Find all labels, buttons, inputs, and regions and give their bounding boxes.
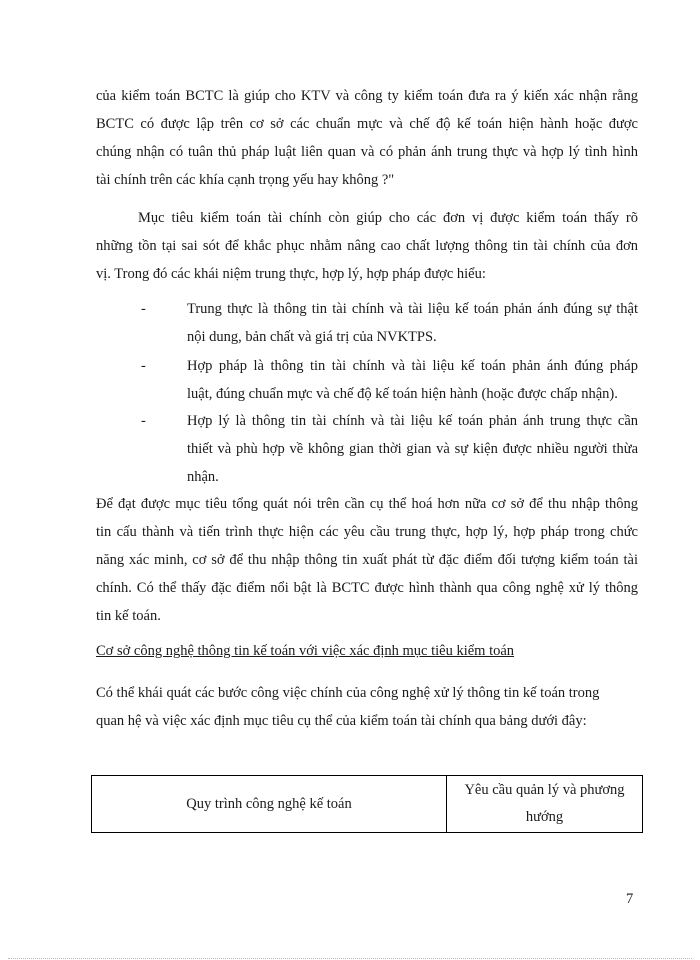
process-table [91,775,643,833]
paragraph-2-line-2: những tồn tại sai sót để khắc phục nhằm nâng cao chất lượng thông tin tài chính của đơn [96,238,638,254]
paragraph-4-line-2: quan hệ và việc xác định mục tiêu cụ thể của kiểm toán tài chính qua bảng dưới đây: [96,713,587,729]
paragraph-1-line-2: BCTC có được lập trên cơ sở các chuẩn mực và chế độ kế toán hiện hành hoặc được [96,116,638,132]
paragraph-2-line-1: Mục tiêu kiểm toán tài chính còn giúp cho các đơn vị được kiểm toán thấy rõ [138,210,638,226]
table-header-requirements-line-1: Yêu cầu quản lý và phương [464,782,625,798]
paragraph-3-line-1: Để đạt được mục tiêu tổng quát nói trên cần cụ thể hoá hơn nữa cơ sở để thu nhập thông [96,496,638,512]
table-header-requirements [447,776,643,833]
bullet-1-line-1: Trung thực là thông tin tài chính và tài liệu kế toán phản ánh đúng sự thật [187,301,638,317]
bullet-1-dash: - [141,301,146,317]
page-bottom-divider [8,958,692,959]
bullet-3-line-1: Hợp lý là thông tin tài chính và tài liệu kế toán phản ánh trung thực cần [187,413,638,429]
bullet-3-dash: - [141,413,146,429]
table-header-requirements-line-2: hướng [525,809,564,825]
section-heading: Cơ sở công nghệ thông tin kế toán với việc xác định mục tiêu kiểm toán [96,643,515,659]
bullet-2-line-2: luật, đúng chuẩn mực và chế độ kế toán hiện hành (hoặc được chấp nhận). [187,386,618,402]
table-row [92,776,643,833]
table-header-process: Quy trình công nghệ kế toán [92,776,447,833]
bullet-2-line-1: Hợp pháp là thông tin tài chính và tài liệu kế toán phản ánh đúng pháp [187,358,638,374]
paragraph-1-line-4: tài chính trên các khía cạnh trọng yếu hay không ?" [96,172,395,188]
page-number: 7 [626,891,634,907]
bullet-3-line-2: thiết và phù hợp về không gian thời gian và sự kiện được nhiều người thừa [187,441,638,457]
paragraph-3-line-4: chính. Có thể thấy đặc điểm nổi bật là BCTC được hình thành qua công nghệ xử lý thông [96,580,638,596]
paragraph-1-line-3: chúng nhận có tuân thủ pháp luật liên quan và có phản ánh trung thực và hợp lý tình hình [96,144,638,160]
paragraph-3-line-3: năng xác minh, cơ sở để thu nhập thông tin xuất phát từ đặc điểm đối tượng kiểm toán tài [96,552,638,568]
paragraph-4-line-1: Có thể khái quát các bước công việc chính của công nghệ xử lý thông tin kế toán trong [96,685,600,701]
bullet-2-dash: - [141,358,146,374]
paragraph-2-line-3: vị. Trong đó các khái niệm trung thực, hợp lý, hợp pháp được hiểu: [96,266,486,282]
paragraph-3-line-5: tin kế toán. [96,608,161,624]
paragraph-3-line-2: tin cấu thành và tiến trình thực hiện các yêu cầu trung thực, hợp lý, hợp pháp trong chức [96,524,638,540]
bullet-1-line-2: nội dung, bản chất và giá trị của NVKTPS. [187,329,437,345]
paragraph-1-line-1: của kiểm toán BCTC là giúp cho KTV và công ty kiểm toán đưa ra ý kiến xác nhận rằng [96,88,638,104]
bullet-3-line-3: nhận. [187,469,219,485]
